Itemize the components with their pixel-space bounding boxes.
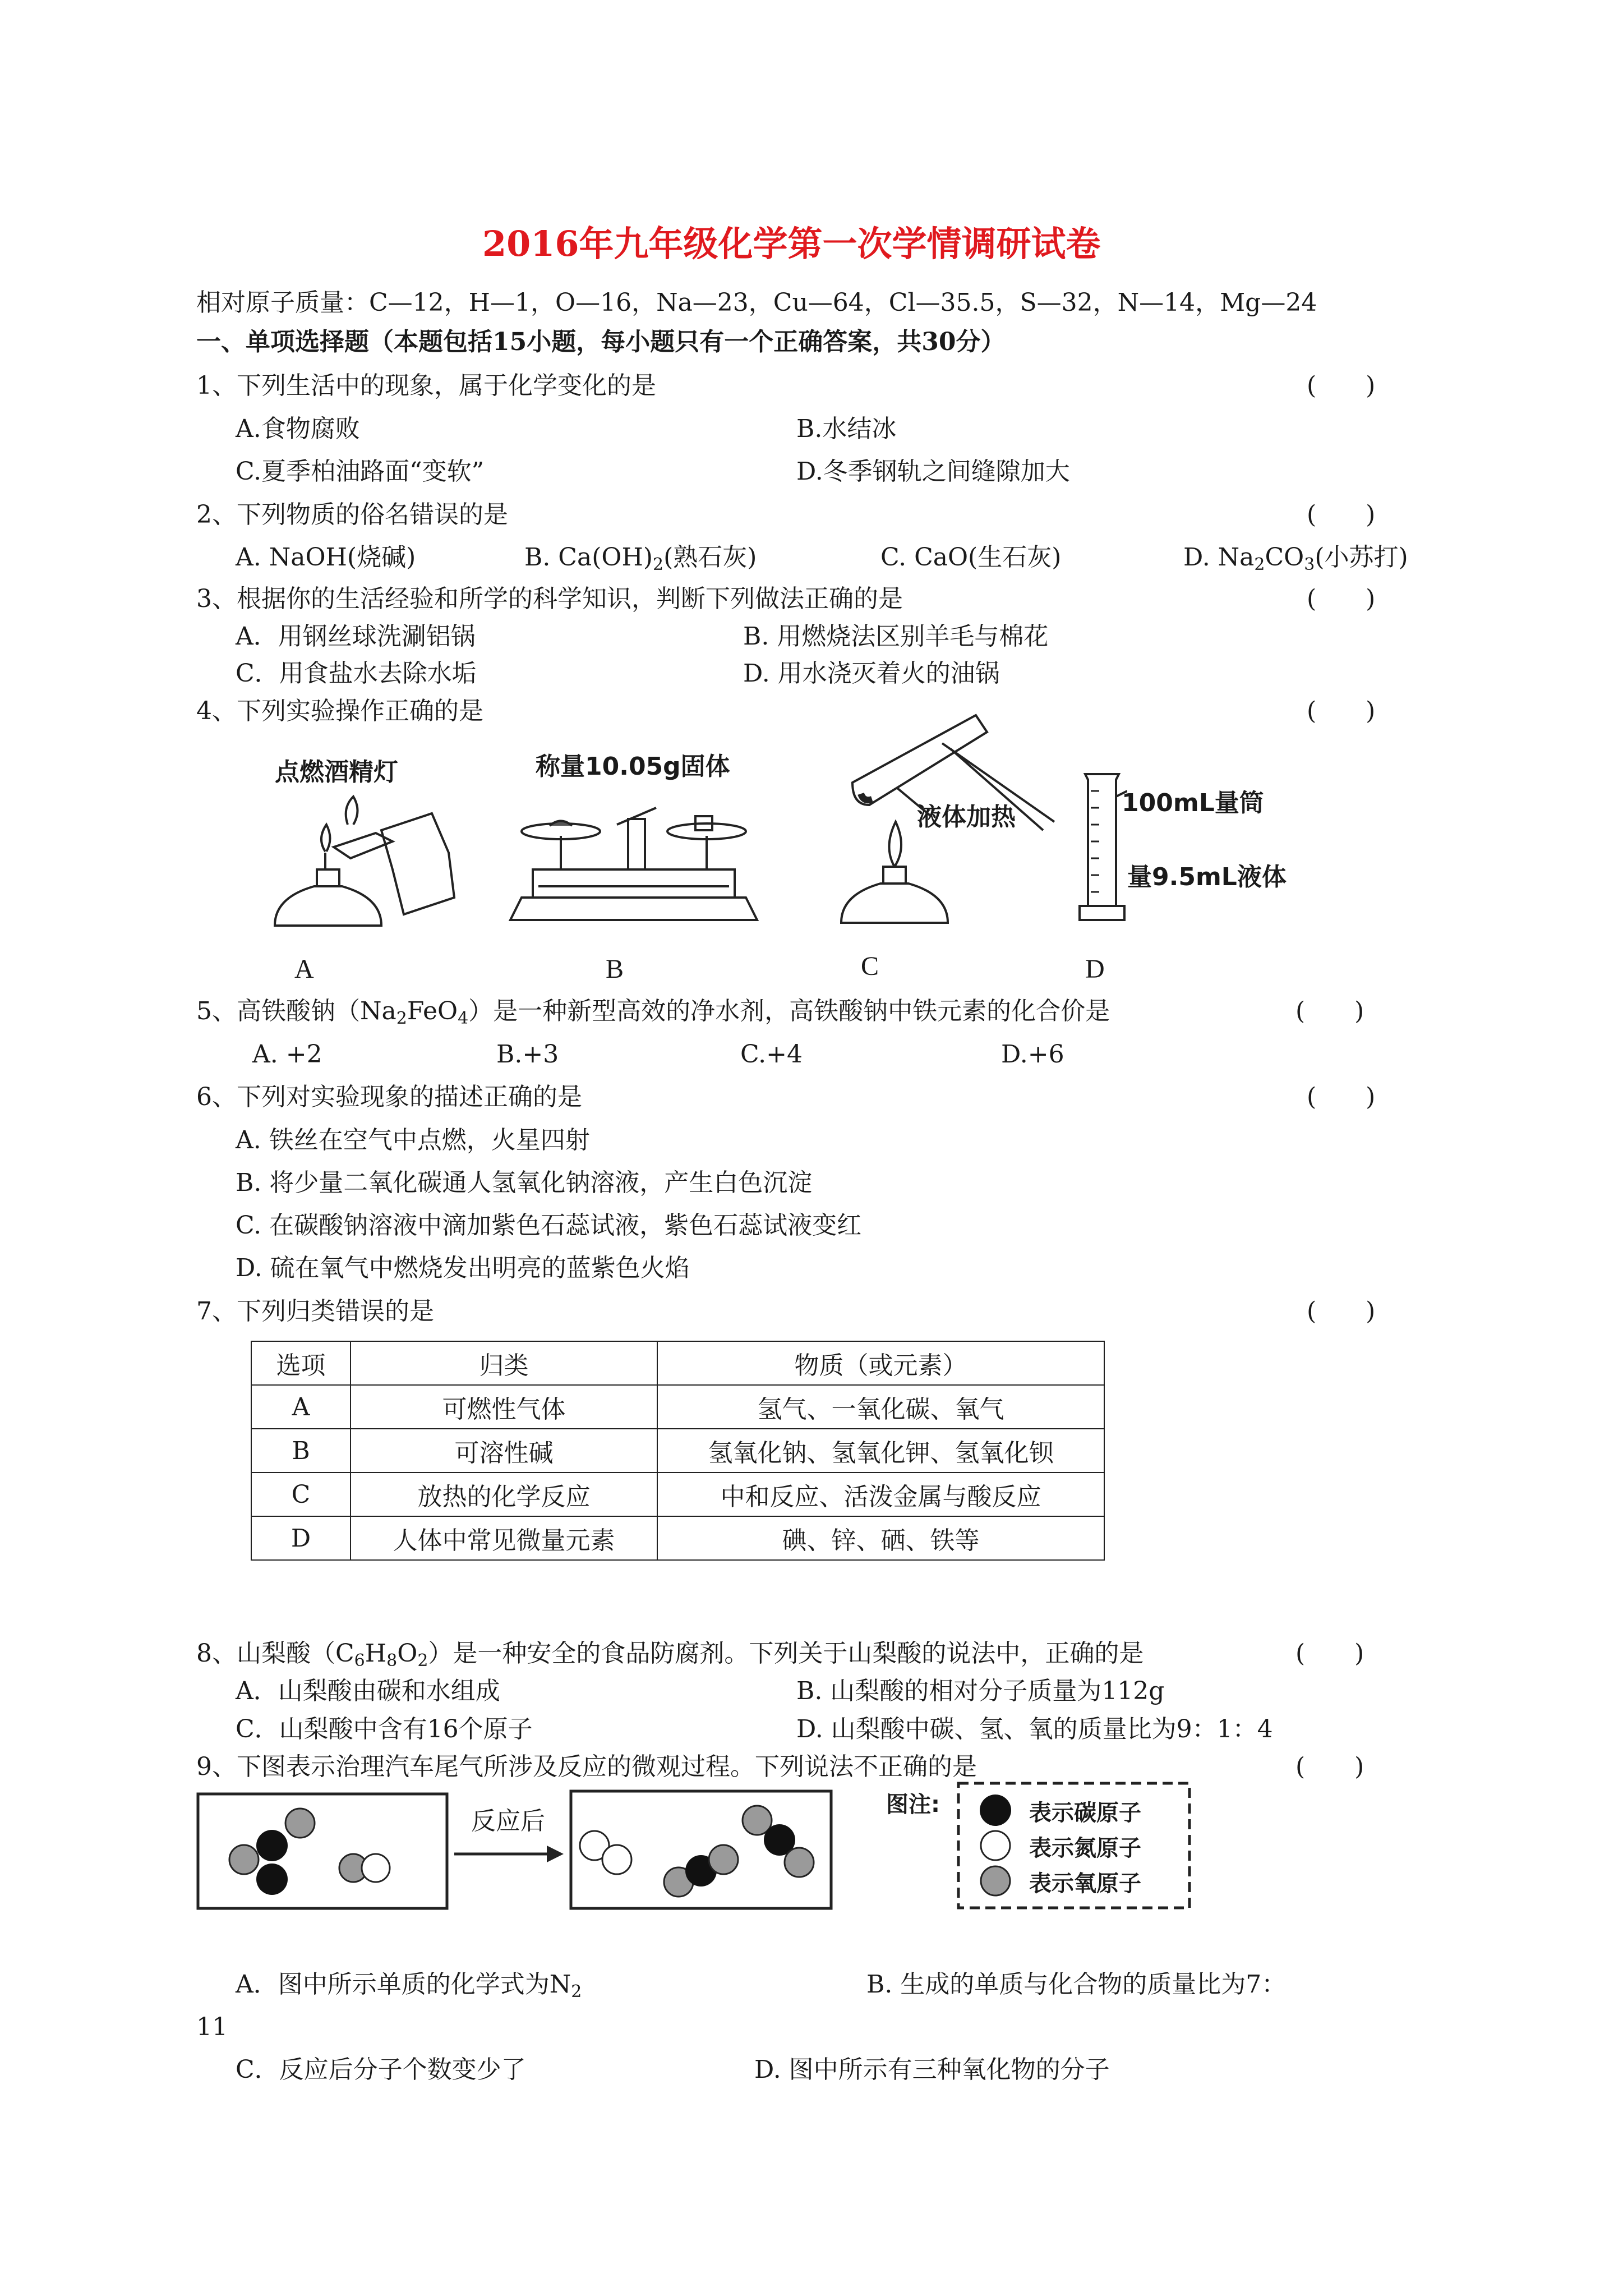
table-row: [251, 1429, 1104, 1473]
graduated-cylinder-drawing: [1077, 769, 1127, 926]
q3-option-c: C．用食盐水去除水垢: [236, 659, 477, 688]
q9-option-b-continued: 11: [196, 2013, 228, 2041]
q7-stem: 7、下列归类错误的是: [196, 1297, 434, 1326]
table-cell: 放热的化学反应: [351, 1473, 657, 1516]
label-weigh-solid: 称量10.05g固体: [536, 752, 730, 781]
table-row: [251, 1385, 1104, 1429]
atomic-masses: 相对原子质量：C—12，H—1，O—16，Na—23，Cu—64，Cl—35.5，S—32，N—14，Mg—24: [196, 288, 1317, 317]
table-row: [251, 1516, 1104, 1560]
table-cell: D: [251, 1516, 351, 1560]
q3-answer-paren: ( ): [1307, 585, 1376, 613]
q8-option-c: C．山梨酸中含有16个原子: [236, 1715, 533, 1743]
label-heat-liquid: 液体加热: [917, 803, 1016, 831]
q6-answer-paren: ( ): [1307, 1083, 1376, 1111]
q5-stem: 5、高铁酸钠$(Na_2FeO_4)$是一种新型高效的净水剂，高铁酸钠中铁元素的化合价是: [196, 997, 1110, 1028]
table-header-row: [251, 1341, 1104, 1385]
q6-option-a: A. 铁丝在空气中点燃，火星四射: [236, 1126, 590, 1154]
option-letter-d: D: [1085, 954, 1105, 984]
legend-oxygen: 表示氧原子: [1029, 1871, 1141, 1897]
q9-option-a: A．图中所示单质的化学式为$N_2$: [236, 1970, 582, 2001]
q2-option-b: B. $Ca(OH)_2$(熟石灰): [524, 543, 757, 574]
q7-answer-paren: ( ): [1307, 1297, 1376, 1326]
q3-option-b: B. 用燃烧法区别羊毛与棉花: [743, 622, 1049, 651]
option-letter-c: C: [861, 951, 879, 981]
q1-option-c: C.夏季柏油路面“变软”: [236, 457, 485, 486]
legend-nitrogen: 表示氮原子: [1029, 1835, 1141, 1861]
table-cell: 氢气、一氧化碳、氧气: [657, 1385, 1104, 1429]
q2-option-a: A. NaOH(烧碱): [236, 543, 416, 572]
q2-option-c: C. CaO(生石灰): [880, 543, 1062, 572]
label-light-lamp: 点燃酒精灯: [275, 758, 398, 786]
q5-option-c: C.+4: [740, 1040, 803, 1069]
q2-stem: 2、下列物质的俗名错误的是: [196, 500, 508, 529]
q9-option-c: C．反应后分子个数变少了: [236, 2055, 526, 2084]
legend-carbon: 表示碳原子: [1029, 1800, 1141, 1826]
q5-answer-paren: ( ): [1295, 997, 1364, 1025]
table-cell: 可燃性气体: [351, 1385, 657, 1429]
q8-answer-paren: ( ): [1295, 1639, 1364, 1668]
q2-answer-paren: ( ): [1307, 500, 1376, 529]
q1-option-b: B.水结冰: [796, 415, 897, 443]
q3-stem: 3、根据你的生活经验和所学的科学知识，判断下列做法正确的是: [196, 585, 903, 613]
page-title: 2016年九年级化学第一次学情调研试卷: [482, 223, 1101, 264]
q8-option-b: B. 山梨酸的相对分子质量为112g: [796, 1677, 1165, 1705]
q9-answer-paren: ( ): [1295, 1752, 1364, 1781]
test-tube-heating-drawing: [830, 710, 1066, 934]
q8-option-a: A．山梨酸由碳和水组成: [236, 1677, 500, 1705]
label-cylinder: 100mL量筒: [1122, 789, 1264, 817]
table-cell: 人体中常见微量元素: [351, 1516, 657, 1560]
table-cell: 可溶性碱: [351, 1429, 657, 1473]
balance-drawing: [505, 785, 763, 926]
table-cell: 碘、锌、硒、铁等: [657, 1516, 1104, 1560]
q5-option-a: A. +2: [252, 1040, 322, 1069]
q1-option-d: D.冬季钢轨之间缝隙加大: [796, 457, 1070, 486]
q1-stem: 1、下列生活中的现象，属于化学变化的是: [196, 371, 656, 400]
section-heading: 一、单项选择题（本题包括15小题，每小题只有一个正确答案，共30分）: [196, 328, 1006, 356]
q6-stem: 6、下列对实验现象的描述正确的是: [196, 1083, 582, 1111]
q3-option-d: D. 用水浇灭着火的油锅: [743, 659, 1000, 688]
q4-stem: 4、下列实验操作正确的是: [196, 697, 483, 725]
q5-option-d: D.+6: [1001, 1040, 1064, 1069]
q5-option-b: B.+3: [496, 1040, 559, 1069]
table-cell: B: [251, 1429, 351, 1473]
q4-answer-paren: ( ): [1307, 697, 1376, 725]
q6-option-b: B. 将少量二氧化碳通人氢氧化钠溶液，产生白色沉淀: [236, 1168, 813, 1197]
q6-option-c: C. 在碳酸钠溶液中滴加紫色石蕊试液，紫色石蕊试液变红: [236, 1211, 862, 1240]
q8-stem: 8、山梨酸$(C_6H_8O_2)$是一种安全的食品防腐剂。下列关于山梨酸的说法中，正确的是: [196, 1639, 1144, 1671]
option-letter-a: A: [294, 954, 314, 984]
table-row: [251, 1473, 1104, 1516]
legend-title: 图注:: [886, 1792, 940, 1818]
q9-stem: 9、下图表示治理汽车尾气所涉及反应的微观过程。下列说法不正确的是: [196, 1752, 977, 1781]
reaction-after-box: [569, 1789, 833, 1910]
table-header: 选项: [251, 1341, 351, 1385]
table-cell: 中和反应、活泼金属与酸反应: [657, 1473, 1104, 1516]
reaction-before-box: [196, 1792, 449, 1910]
q6-option-d: D. 硫在氧气中燃烧发出明亮的蓝紫色火焰: [236, 1254, 690, 1282]
table-cell: 氢氧化钠、氢氧化钾、氢氧化钡: [657, 1429, 1104, 1473]
q3-option-a: A．用钢丝球洗涮铝锅: [236, 622, 476, 651]
classification-table: [251, 1341, 1105, 1561]
option-letter-b: B: [606, 954, 624, 984]
table-cell: C: [251, 1473, 351, 1516]
table-header: 归类: [351, 1341, 657, 1385]
q9-option-b: B. 生成的单质与化合物的质量比为7：: [866, 1970, 1287, 1999]
q9-option-d: D. 图中所示有三种氧化物的分子: [754, 2055, 1110, 2084]
q2-option-d: D. $Na_2CO_3$(小苏打): [1183, 543, 1408, 574]
table-cell: A: [251, 1385, 351, 1429]
q1-option-a: A.食物腐败: [236, 415, 360, 443]
q8-option-d: D. 山梨酸中碳、氢、氧的质量比为9：1：4: [796, 1715, 1273, 1743]
label-measure-liquid: 量9.5mL液体: [1127, 863, 1287, 891]
q1-answer-paren: ( ): [1307, 371, 1376, 400]
alcohol-lamp-lighting-drawing: [264, 785, 471, 942]
arrow-label: 反应后: [471, 1807, 545, 1835]
table-header: 物质（或元素）: [657, 1341, 1104, 1385]
